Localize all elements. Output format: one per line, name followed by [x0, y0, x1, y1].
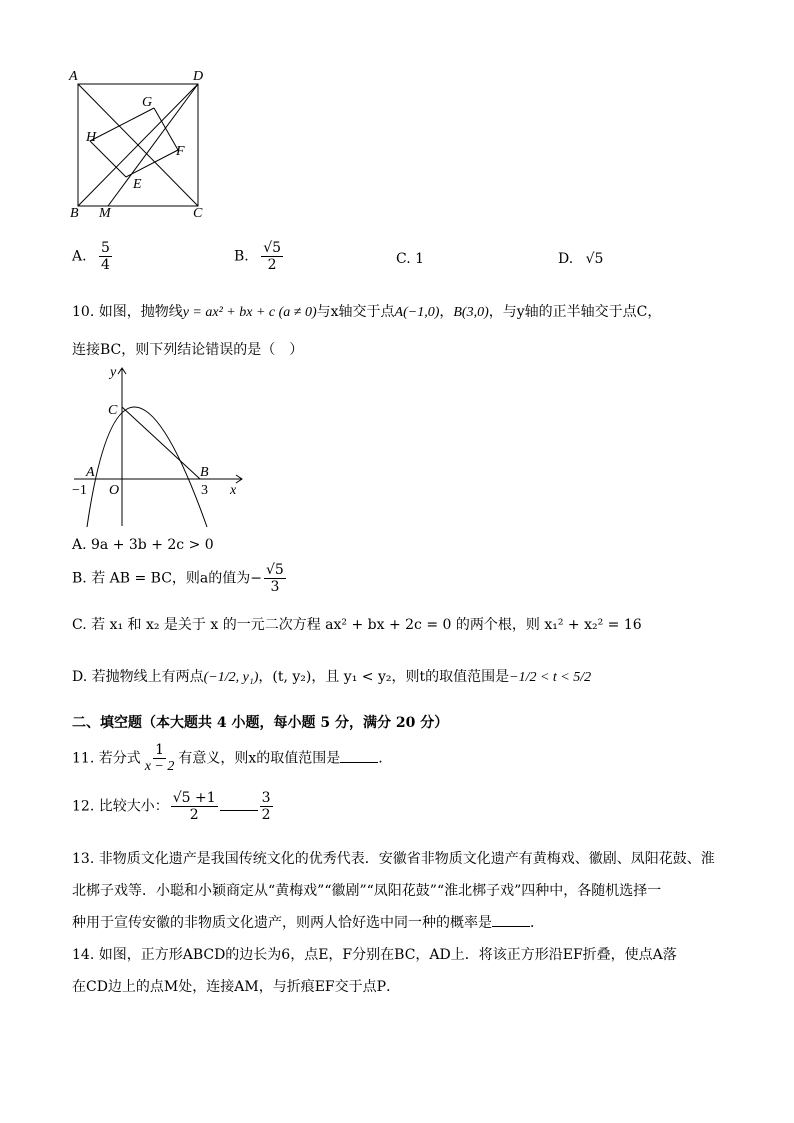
q10-option-a[interactable]: A. 9a + 3b + 2c > 0	[72, 537, 214, 553]
q9-option-a-letter: A.	[72, 248, 87, 265]
fig9-square-diagram	[66, 64, 216, 222]
label-g: G	[142, 95, 153, 110]
parabola-curve	[87, 407, 207, 527]
q9-option-b-letter: B.	[234, 248, 249, 265]
label-b: B	[70, 206, 79, 221]
graph-label-b: B	[200, 465, 209, 480]
q10-option-d-p1: (−1/2, y₁)	[203, 670, 259, 685]
q10-number: 10.	[72, 304, 95, 320]
q9-option-d-letter: D.	[558, 251, 574, 267]
q12-num2: 3	[261, 790, 271, 806]
q12-answer-blank[interactable]	[220, 798, 258, 811]
q13-line2: 北梆子戏等．小聪和小颖商定从“黄梅戏”“徽剧”“凤阳花鼓”“淮北梆子戏”四种中，各随机选择一	[72, 883, 662, 899]
q12-den2: 2	[261, 807, 271, 824]
q10-line1-post: ，与y轴的正半轴交于点C，	[488, 304, 662, 320]
q10-option-d[interactable]	[72, 666, 591, 686]
q9-option-a-den: 4	[101, 257, 110, 274]
graph-label-x: x	[230, 483, 237, 498]
q12-num1: √5 +1	[172, 790, 216, 806]
q11-post: 有意义，则x的取值范围是	[178, 750, 341, 767]
q10-line1-pre: 如图，抛物线	[98, 304, 183, 320]
graph-label-a: A	[86, 465, 95, 480]
q13-line3-pre: 种用于宣传安徽的非物质文化遗产，则两人恰好选中同一种的概率是	[72, 915, 492, 931]
q10-option-b-num: √5	[266, 562, 284, 578]
section-2-heading: 二、填空题（本大题共 4 小题，每小题 5 分，满分 20 分）	[72, 715, 449, 731]
segment-gf	[154, 108, 178, 150]
q9-option-c-letter: C.	[396, 251, 411, 267]
q10-sep: ，	[439, 304, 454, 320]
q11-end: .	[378, 750, 383, 767]
q9-option-c[interactable]	[396, 251, 424, 267]
q9-option-a[interactable]	[72, 240, 114, 273]
graph-label-y: y	[110, 365, 117, 380]
q10-line1-mid: 与x轴交于点	[316, 304, 395, 320]
q12-line	[72, 790, 275, 823]
q13-line1: 13. 非物质文化遗产是我国传统文化的优秀代表．安徽省非物质文化遗产有黄梅戏、徽剧、凤阳花鼓、淮	[72, 851, 715, 867]
q9-option-a-num: 5	[101, 240, 110, 256]
q10-line2: 连接BC，则下列结论错误的是（ ）	[72, 342, 304, 358]
segment-fe	[126, 150, 178, 177]
q13-line3-end: ．	[530, 915, 544, 931]
q10-point-a: A(−1,0)	[394, 305, 440, 320]
label-m: M	[99, 206, 111, 221]
graph-label-3: 3	[201, 483, 208, 498]
q14-line2: 在CD边上的点M处，连接AM，与折痕EF交于点P．	[72, 979, 401, 995]
q11-den: x − 2	[144, 759, 175, 775]
q10-line1	[72, 301, 661, 321]
graph-label-o: O	[109, 483, 120, 498]
q10-option-c[interactable]: C. 若 x₁ 和 x₂ 是关于 x 的一元二次方程 ax² + bx + 2c = 0 的两个根，则 x₁² + x₂² = 16	[72, 617, 642, 633]
q9-option-b-num: √5	[263, 240, 282, 256]
segment-he	[90, 141, 126, 177]
q9-option-d[interactable]	[558, 251, 603, 267]
label-e: E	[133, 177, 142, 192]
q10-parabola-graph	[66, 362, 252, 532]
q13-line3	[72, 912, 544, 932]
q10-option-d-range: −1/2 < t < 5/2	[509, 670, 592, 685]
q10-option-b-pre: B. 若 AB = BC，则a的值为	[72, 570, 251, 587]
q11-line	[72, 742, 383, 775]
q9-option-b[interactable]	[234, 240, 285, 273]
label-a: A	[69, 69, 78, 84]
q13-answer-blank[interactable]	[492, 914, 530, 927]
q11-answer-blank[interactable]	[340, 750, 378, 763]
q10-equation: y = ax² + bx + c (a ≠ 0)	[182, 305, 317, 320]
q10-option-b[interactable]	[72, 562, 288, 595]
q12-pre: 12. 比较大小：	[72, 798, 169, 815]
q10-option-d-mid: ，(t, y₂)，且 y₁ < y₂，则t的取值范围是	[258, 669, 510, 685]
q11-pre: 11. 若分式	[72, 750, 141, 767]
graph-label-c: C	[108, 403, 118, 418]
q10-point-b: B(3,0)	[453, 305, 489, 320]
label-d: D	[193, 69, 204, 84]
q12-den1: 2	[189, 807, 199, 824]
q9-option-b-den: 2	[267, 257, 277, 274]
q10-option-b-den: 3	[270, 579, 280, 596]
segment-bc	[122, 407, 200, 479]
segment-hg	[90, 108, 154, 141]
label-h: H	[86, 130, 97, 145]
q10-option-b-sign: −	[250, 570, 263, 587]
label-c: C	[193, 206, 203, 221]
q9-option-c-text: 1	[415, 251, 425, 267]
q9-option-d-text: √5	[585, 251, 604, 267]
q14-line1: 14. 如图，正方形ABCD的边长为6，点E，F分别在BC，AD上．将该正方形沿EF折叠，使点A落	[72, 947, 677, 963]
q11-num: 1	[155, 742, 165, 758]
label-f: F	[176, 144, 185, 159]
graph-label-minus1: −1	[72, 483, 87, 498]
q10-option-d-pre: D. 若抛物线上有两点	[72, 669, 204, 685]
